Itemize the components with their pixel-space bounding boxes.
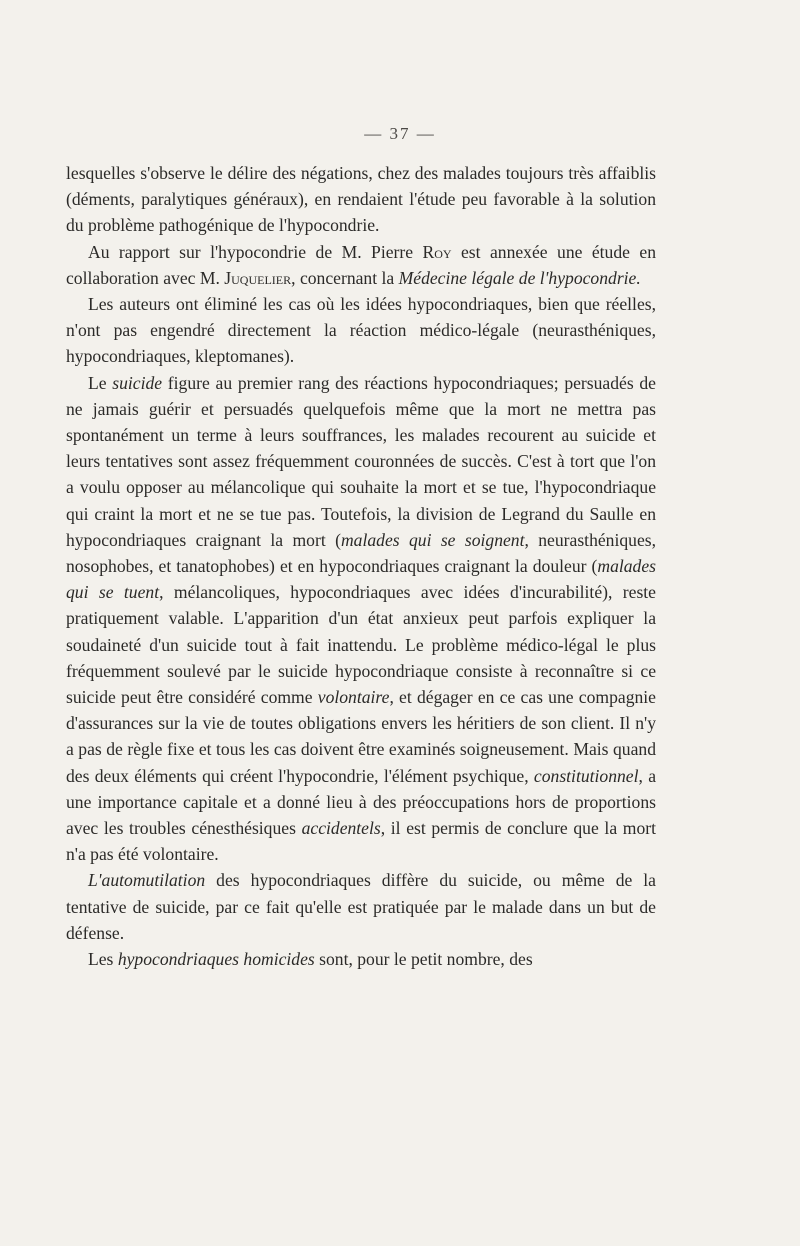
- paragraph: lesquelles s'observe le délire des négations, chez des malades toujours très affaiblis (déments, paralytiques généraux), en rendaient l'étude peu favorable à la solution du problème pathogénique de l'hypocondrie.: [66, 163, 656, 236]
- emphasis: accidentels: [301, 818, 381, 839]
- paragraph: Les hypocondriaques homicides sont, pour le petit nombre, des: [88, 949, 533, 970]
- author-name-juquelier: Juquelier: [224, 267, 292, 288]
- emphasis: constitutionnel: [533, 765, 639, 786]
- emphasis: malades qui se tuent: [66, 556, 656, 603]
- paragraph: Au rapport sur l'hypocondrie de M. Pierre Roy est annexée une étude en collaboration avec M. Juquelier, concernant la Médecine légale de l'hypocondrie.: [66, 241, 656, 288]
- emphasis: L'automutilation: [88, 870, 206, 891]
- study-title: Médecine légale de l'hypocondrie.: [398, 267, 641, 288]
- emphasis: malades qui se soignent: [340, 529, 525, 550]
- emphasis: suicide: [112, 372, 163, 393]
- author-name-roy: Roy: [422, 241, 452, 262]
- page-number: — 37 —: [364, 124, 436, 143]
- paragraph: Le suicide figure au premier rang des réactions hypocondriaques; persuadés de ne jamais guérir et persuadés quelquefois même que la mort ne mettra pas spontanément un terme à leurs souffrances, les malades recourent au suicide et leurs tentatives sont assez fréquemment couronnées de succès. C'est à tort que l'on a voulu opposer au mélancolique qui souhaite la mort et se tue, l'hypocondriaque qui craint la mort et ne se tue pas. Toutefois, la division de Legrand du Saulle en hypocondriaques craignant la mort (malades qui se soignent, neurasthéniques, nosophobes, et tanatophobes) et en hypocondriaques craignant la douleur (malades qui se tuent, mélancoliques, hypocondriaques avec idées d'incurabilité), reste pratiquement valable. L'apparition d'un état anxieux peut parfois expliquer la soudaineté d'un suicide tout à fait inattendu. Le problème médico-légal le plus fréquemment soulevé par le suicide hypocondriaque consiste à reconnaître si ce suicide peut être considéré comme volontaire, et dégager en ce cas une compagnie d'assurances sur la vie de toutes obligations envers les héritiers de son client. Il n'y a pas de règle fixe et tous les cas doivent être examinés soigneusement. Mais quand des deux éléments qui créent l'hypocondrie, l'élément psychique, constitutionnel, a une importance capitale et a donné lieu à des préoccupations hors de proportions avec les troubles cénesthésiques accidentels, il est permis de conclure que la mort n'a pas été volontaire.: [66, 372, 657, 865]
- emphasis: volontaire: [317, 687, 390, 708]
- emphasis: hypocondriaques homicides: [117, 949, 315, 970]
- paragraph: Les auteurs ont éliminé les cas où les idées hypocondriaques, bien que réelles, n'ont pas engendré directement la réaction médico-légale (neurasthéniques, hypocondriaques, kleptomanes).: [66, 294, 656, 367]
- body-text: [66, 160, 656, 972]
- paragraph: L'automutilation des hypocondriaques diffère du suicide, ou même de la tentative de suicide, par ce fait qu'elle est pratiquée par le malade dans un but de défense.: [66, 870, 656, 943]
